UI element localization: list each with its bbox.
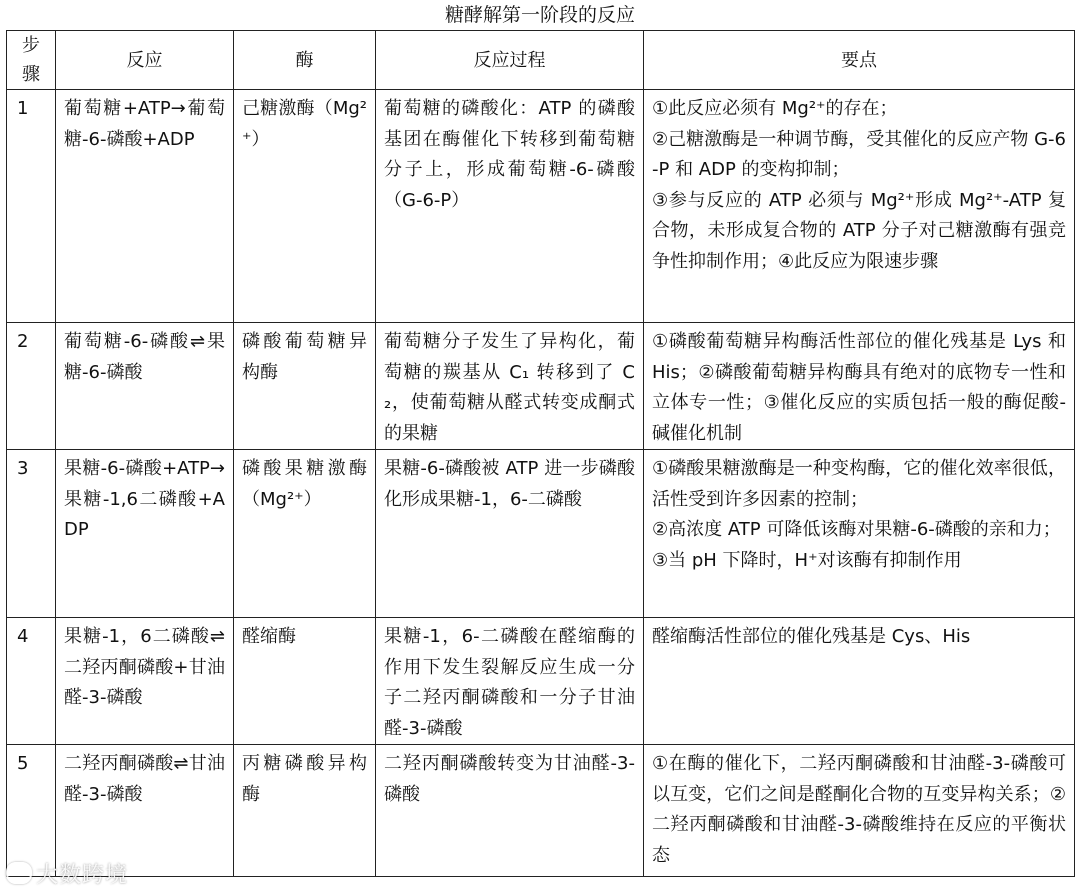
points-cell [644,745,1075,877]
point-item: ①在酶的催化下，二羟丙酮磷酸和甘油醛-3-磷酸可以互变，它们之间是醛酮化合物的互变异构关系；②二羟丙酮磷酸和甘油醛-3-磷酸维持在反应的平衡状态 [652,753,1066,866]
watermark-text: 大数跨境 [36,863,129,888]
enzyme-cell: 丙糖磷酸异构酶 [234,745,376,877]
watermark [6,858,128,889]
reaction-cell: 葡萄糖-6-磷酸⇌果糖-6-磷酸 [56,323,234,450]
table-row [7,745,1075,877]
points-cell [644,90,1075,323]
reaction-cell: 果糖-1，6二磷酸⇌二羟丙酮磷酸+甘油醛-3-磷酸 [56,618,234,745]
process-cell: 葡萄糖分子发生了异构化，葡萄糖的羰基从 C₁ 转移到了 C₂，使葡萄糖从醛式转变成酮式的果糖 [376,323,644,450]
header-enzyme: 酶 [234,31,376,90]
process-cell: 果糖-1，6-二磷酸在醛缩酶的作用下发生裂解反应生成一分子二羟丙酮磷酸和一分子甘油醛-3-磷酸 [376,618,644,745]
reaction-cell: 果糖-6-磷酸+ATP→果糖-1,6二磷酸+ADP [56,450,234,618]
point-item: ②己糖激酶是一种调节酶，受其催化的反应产物 G-6-P 和 ADP 的变构抑制； [652,128,1066,180]
point-item: 醛缩酶活性部位的催化残基是 Cys、His [652,626,971,647]
header-step: 步骤 [7,31,56,90]
step-cell: 3 [7,450,56,618]
enzyme-cell: 磷酸葡萄糖异构酶 [234,323,376,450]
table-row [7,90,1075,323]
table-row [7,450,1075,618]
step-cell: 1 [7,90,56,323]
enzyme-cell: 醛缩酶 [234,618,376,745]
enzyme-cell: 己糖激酶（Mg²⁺） [234,90,376,323]
reaction-cell: 葡萄糖+ATP→葡萄糖-6-磷酸+ADP [56,90,234,323]
reaction-cell: 二羟丙酮磷酸⇌甘油醛-3-磷酸 [56,745,234,877]
header-process: 反应过程 [376,31,644,90]
points-cell [644,450,1075,618]
step-cell: 4 [7,618,56,745]
step-cell: 5 [7,745,56,877]
process-cell: 果糖-6-磷酸被 ATP 进一步磷酸化形成果糖-1，6-二磷酸 [376,450,644,618]
point-item: ①磷酸果糖激酶是一种变构酶，它的催化效率很低，活性受到许多因素的控制； [652,458,1066,510]
step-cell: 2 [7,323,56,450]
point-item: ③参与反应的 ATP 必须与 Mg²⁺形成 Mg²⁺-ATP 复合物，未形成复合物的 ATP 分子对己糖激酶有强竞争性抑制作用；④此反应为限速步骤 [652,189,1066,272]
point-item: ②高浓度 ATP 可降低该酶对果糖-6-磷酸的亲和力； [652,519,1061,540]
table-row [7,618,1075,745]
enzyme-cell: 磷酸果糖激酶（Mg²⁺） [234,450,376,618]
point-item: ①此反应必须有 Mg²⁺的存在； [652,98,898,119]
table-header-row [7,31,1075,90]
table-row [7,323,1075,450]
point-item: ①磷酸葡萄糖异构酶活性部位的催化残基是 Lys 和 His；②磷酸葡萄糖异构酶具有绝对的底物专一性和立体专一性；③催化反应的实质包括一般的酶促酸-碱催化机制 [652,331,1066,444]
points-cell [644,618,1075,745]
watermark-logo-icon [6,862,32,884]
reaction-table [6,30,1075,877]
process-cell: 二羟丙酮磷酸转变为甘油醛-3-磷酸 [376,745,644,877]
table-title: 糖酵解第一阶段的反应 [444,4,635,26]
header-reaction: 反应 [56,31,234,90]
points-cell [644,323,1075,450]
point-item: ③当 pH 下降时，H⁺对该酶有抑制作用 [652,549,962,571]
process-cell: 葡萄糖的磷酸化：ATP 的磷酸基团在酶催化下转移到葡萄糖分子上，形成葡萄糖-6-磷酸（G-6-P） [376,90,644,323]
header-points: 要点 [644,31,1075,90]
